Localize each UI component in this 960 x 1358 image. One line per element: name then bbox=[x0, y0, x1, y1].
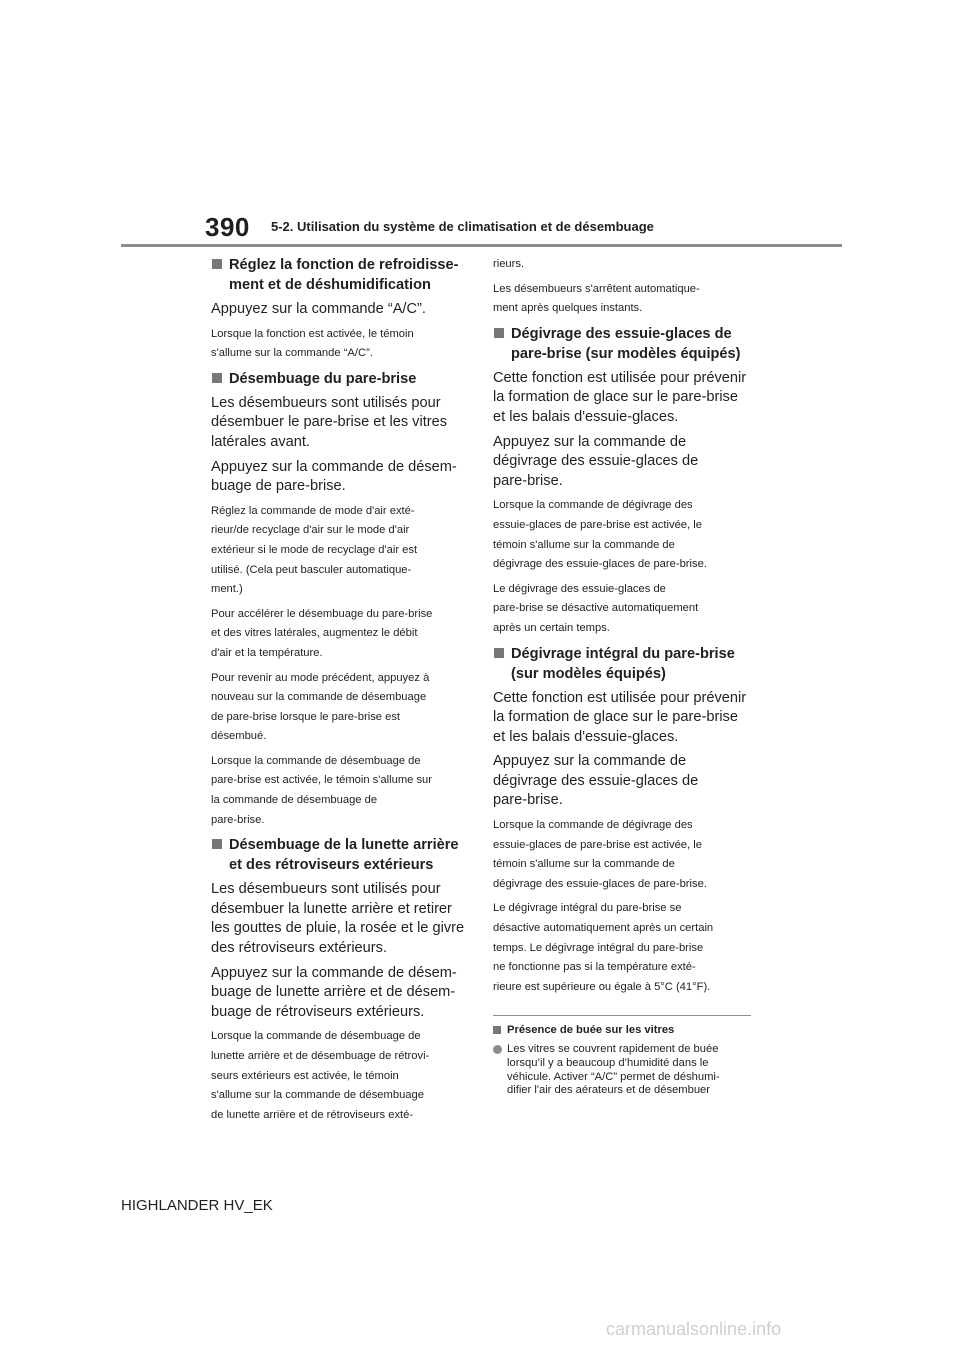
footer-model-name: HIGHLANDER HV_EK bbox=[121, 1197, 273, 1214]
wiper-deicer-note-1 bbox=[493, 496, 751, 574]
windshield-defog-heading bbox=[211, 369, 469, 389]
watermark: carmanualsonline.info bbox=[606, 1319, 782, 1339]
text-line: et des vitres latérales, augmentez le débit bbox=[211, 627, 418, 640]
text-line: rieurs. bbox=[493, 258, 525, 270]
square-bullet-icon bbox=[212, 839, 222, 849]
text-line: désembuer la lunette arrière et retirer bbox=[211, 900, 452, 917]
ac-heading bbox=[211, 255, 469, 295]
square-bullet-icon bbox=[494, 328, 504, 338]
text-line: essuie-glaces de pare-brise est activée, le bbox=[493, 518, 702, 531]
text-line: témoin s'allume sur la commande de bbox=[493, 858, 675, 871]
text-line: d'air et la température. bbox=[211, 646, 323, 659]
windshield-defog-note-3 bbox=[211, 669, 469, 747]
text-line: Cette fonction est utilisée pour prévenir bbox=[493, 689, 747, 706]
text-line: pare-brise est activée, le témoin s'allume sur bbox=[211, 774, 433, 787]
text-line: et les balais d'essuie-glaces. bbox=[493, 728, 679, 745]
wiper-deicer-description bbox=[493, 369, 751, 428]
square-bullet-icon bbox=[493, 1026, 501, 1034]
text-line: utilisé. (Cela peut basculer automatique- bbox=[211, 563, 412, 576]
ac-note bbox=[211, 325, 469, 364]
wiper-deicer-heading bbox=[493, 324, 751, 364]
square-bullet-icon bbox=[212, 373, 222, 383]
text-line: des rétroviseurs extérieurs. bbox=[211, 940, 388, 957]
header-divider bbox=[121, 244, 842, 247]
text-line: véhicule. Activer “A/C” permet de déshumi- bbox=[507, 1070, 720, 1083]
text-line: pare-brise. bbox=[493, 472, 563, 489]
text-line: Pour accélérer le désembuage du pare-brise bbox=[211, 607, 433, 620]
ac-instruction: Appuyez sur la commande “A/C”. bbox=[211, 301, 426, 317]
rear-defog-note-2 bbox=[493, 280, 751, 319]
full-deicer-heading-line: Dégivrage intégral du pare-brise bbox=[511, 645, 735, 662]
text-line: la formation de glace sur le pare-brise bbox=[493, 709, 738, 726]
text-line: Appuyez sur la commande de bbox=[493, 433, 687, 450]
rear-defog-description bbox=[211, 880, 469, 958]
text-line: les gouttes de pluie, la rosée et le givre bbox=[211, 920, 465, 937]
text-line: buage de pare-brise. bbox=[211, 478, 346, 495]
rear-defog-note bbox=[211, 1027, 469, 1125]
full-deicer-description bbox=[493, 689, 751, 748]
text-line: essuie-glaces de pare-brise est activée, le bbox=[493, 838, 702, 851]
text-line: s'allume sur la commande de désembuage bbox=[211, 1089, 424, 1102]
ac-note-line: Lorsque la fonction est activée, le témoin bbox=[211, 327, 414, 340]
text-line: rieur/de recyclage d'air sur le mode d'air bbox=[211, 524, 410, 537]
rear-defog-heading-line: Désembuage de la lunette arrière bbox=[229, 837, 459, 854]
text-line: nouveau sur la commande de désembuage bbox=[211, 691, 427, 704]
windshield-defog-heading-line: Désembuage du pare-brise bbox=[229, 370, 417, 387]
text-line: dégivrage des essuie-glaces de bbox=[493, 453, 699, 470]
text-line: Les vitres se couvrent rapidement de buée bbox=[507, 1043, 719, 1056]
text-line: Appuyez sur la commande de désem- bbox=[211, 964, 457, 981]
footnote-heading bbox=[493, 1023, 751, 1038]
text-line: Le dégivrage des essuie-glaces de bbox=[493, 582, 666, 595]
text-line: et les balais d'essuie-glaces. bbox=[493, 408, 679, 425]
text-line: dégivrage des essuie-glaces de pare-brise. bbox=[493, 877, 707, 890]
text-line: extérieur si le mode de recyclage d'air est bbox=[211, 543, 418, 556]
ac-heading-line: ment et de déshumidification bbox=[229, 277, 431, 293]
text-line: dégivrage des essuie-glaces de pare-brise. bbox=[493, 558, 707, 571]
text-line: buage de rétroviseurs extérieurs. bbox=[211, 1003, 425, 1020]
windshield-defog-note-2 bbox=[211, 605, 469, 664]
section-title: 5-2. Utilisation du système de climatisation et de désembuage bbox=[271, 219, 654, 234]
text-line: seurs extérieurs est activée, le témoin bbox=[211, 1069, 399, 1082]
windshield-defog-description bbox=[211, 394, 469, 453]
text-line: Pour revenir au mode précédent, appuyez à bbox=[211, 671, 430, 684]
text-line: dégivrage des essuie-glaces de bbox=[493, 772, 699, 789]
text-line: pare-brise. bbox=[211, 813, 265, 826]
text-line: ment après quelques instants. bbox=[493, 302, 643, 315]
text-line: temps. Le dégivrage intégral du pare-brise bbox=[493, 941, 704, 954]
text-line: témoin s'allume sur la commande de bbox=[493, 538, 675, 551]
text-line: Le dégivrage intégral du pare-brise se bbox=[493, 902, 682, 915]
ac-note-line: s'allume sur la commande “A/C”. bbox=[211, 347, 373, 360]
left-column bbox=[211, 255, 469, 1130]
text-line: rieure est supérieure ou égale à 5°C (41°F). bbox=[493, 980, 711, 993]
text-line: difier l'air des aérateurs et de désembuer bbox=[507, 1084, 710, 1097]
text-line: Réglez la commande de mode d'air exté- bbox=[211, 504, 415, 517]
footnote-bullet bbox=[493, 1043, 751, 1097]
full-deicer-note-2 bbox=[493, 899, 751, 997]
wiper-deicer-heading-line: Dégivrage des essuie-glaces de bbox=[511, 325, 732, 342]
square-bullet-icon bbox=[494, 648, 504, 658]
circle-bullet-icon bbox=[493, 1045, 502, 1054]
rear-defog-heading bbox=[211, 835, 469, 875]
text-line: Lorsque la commande de dégivrage des bbox=[493, 819, 693, 832]
text-line: Appuyez sur la commande de bbox=[493, 753, 687, 770]
text-line: désactive automatiquement après un certain bbox=[493, 922, 714, 935]
text-line: Les désembueurs sont utilisés pour bbox=[211, 394, 441, 411]
text-line: Cette fonction est utilisée pour prévenir bbox=[493, 369, 747, 386]
windshield-defog-instruction bbox=[211, 458, 469, 497]
text-line: pare-brise se désactive automatiquement bbox=[493, 602, 699, 615]
text-line: Lorsque la commande de désembuage de bbox=[211, 754, 421, 767]
text-line: la commande de désembuage de bbox=[211, 794, 378, 807]
text-line: Les désembueurs sont utilisés pour bbox=[211, 881, 441, 898]
text-line: Lorsque la commande de dégivrage des bbox=[493, 499, 693, 512]
footnote-divider bbox=[493, 1015, 751, 1016]
full-deicer-heading-line: (sur modèles équipés) bbox=[511, 665, 666, 682]
text-line: de pare-brise lorsque le pare-brise est bbox=[211, 710, 401, 723]
full-deicer-instruction bbox=[493, 752, 751, 811]
wiper-deicer-note-2 bbox=[493, 580, 751, 639]
text-line: pare-brise. bbox=[493, 792, 563, 809]
text-line: lorsqu’il y a beaucoup d’humidité dans le bbox=[507, 1057, 709, 1069]
text-line: désembué. bbox=[211, 730, 267, 743]
footnote-heading-text: Présence de buée sur les vitres bbox=[507, 1024, 675, 1037]
text-line: ne fonctionne pas si la température exté- bbox=[493, 961, 696, 974]
rear-defog-instruction bbox=[211, 964, 469, 1023]
right-column bbox=[493, 255, 751, 1098]
square-bullet-icon bbox=[212, 259, 222, 269]
rear-defog-heading-line: et des rétroviseurs extérieurs bbox=[229, 857, 434, 874]
rear-defog-note-continued bbox=[493, 255, 751, 275]
text-line: ment.) bbox=[211, 583, 243, 596]
windshield-defog-note-4 bbox=[211, 752, 469, 830]
ac-heading-line: Réglez la fonction de refroidisse- bbox=[229, 257, 459, 273]
text-line: Lorsque la commande de désembuage de bbox=[211, 1030, 421, 1043]
text-line: latérales avant. bbox=[211, 433, 310, 450]
text-line: après un certain temps. bbox=[493, 621, 610, 634]
text-line: la formation de glace sur le pare-brise bbox=[493, 389, 738, 406]
full-deicer-heading bbox=[493, 644, 751, 684]
text-line: Appuyez sur la commande de désem- bbox=[211, 458, 457, 475]
text-line: désembuer le pare-brise et les vitres bbox=[211, 414, 448, 431]
text-line: Les désembueurs s'arrêtent automatique- bbox=[493, 282, 700, 295]
wiper-deicer-heading-line: pare-brise (sur modèles équipés) bbox=[511, 345, 741, 362]
page-number: 390 bbox=[205, 212, 250, 242]
text-line: de lunette arrière et de rétroviseurs exté- bbox=[211, 1108, 414, 1121]
wiper-deicer-instruction bbox=[493, 433, 751, 492]
text-line: buage de lunette arrière et de désem- bbox=[211, 984, 456, 1001]
windshield-defog-note-1 bbox=[211, 502, 469, 600]
full-deicer-note-1 bbox=[493, 816, 751, 894]
text-line: lunette arrière et de désembuage de rétrovi- bbox=[211, 1050, 430, 1062]
